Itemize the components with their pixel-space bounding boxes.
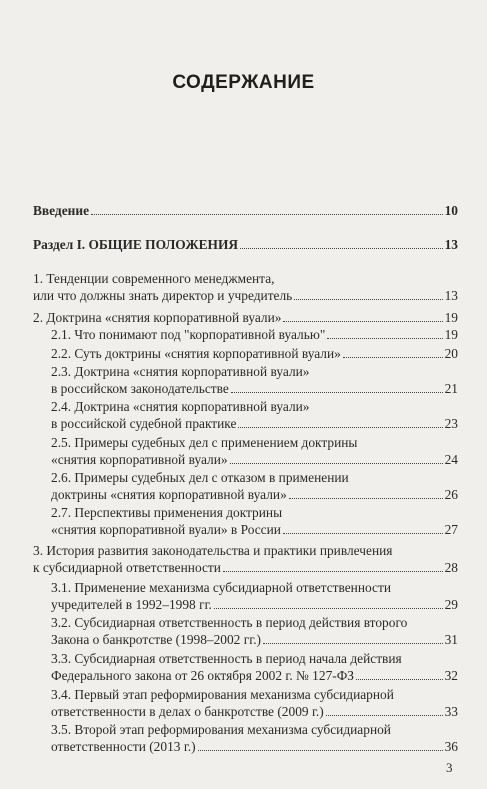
dot-leader [283, 533, 443, 534]
toc-entry-title: ответственности в делах о банкротстве (2009 г.) [51, 704, 324, 719]
toc-entry-page: 23 [444, 416, 458, 431]
toc-entry-title: 2.6. Примеры судебных дел с отказом в применении [51, 470, 349, 485]
toc-entry [51, 469, 458, 503]
toc-entry-title: 2.1. Что понимают под "корпоративной вуалью" [51, 327, 326, 342]
dot-leader [231, 392, 443, 393]
toc-entry-title: 3.1. Применение механизма субсидиарной ответственности [51, 580, 392, 595]
toc-entry-page: 19 [444, 310, 458, 325]
toc-entry [51, 721, 458, 755]
toc-entry-page: 19 [444, 327, 458, 342]
dot-leader [240, 248, 443, 249]
toc-entry [33, 202, 458, 219]
toc-entry-page: 28 [444, 560, 458, 575]
dot-leader [263, 643, 443, 644]
dot-leader [198, 750, 443, 751]
toc-entry-title: 3.5. Второй этап реформирования механизма субсидиарной [51, 722, 391, 737]
toc-entry-title: в российском законодательстве [51, 381, 229, 396]
toc-entry-title: доктрины «снятия корпоративной вуали» [51, 487, 287, 502]
toc-entry-title: 3.3. Субсидиарная ответственность в период начала действия [51, 651, 402, 666]
dot-leader [343, 357, 443, 358]
dot-leader [326, 715, 443, 716]
toc-entry-title: 3.2. Субсидиарная ответственность в период действия второго [51, 615, 408, 630]
toc-entry-page: 13 [444, 288, 458, 303]
toc-entry-page: 29 [444, 597, 458, 612]
toc-entry-page: 31 [444, 632, 458, 647]
dot-leader [327, 338, 442, 339]
dot-leader [223, 571, 443, 572]
toc-entry-title: Федерального закона от 26 октября 2002 г. № 127-ФЗ [51, 668, 355, 683]
toc-entry-title: ответственности (2013 г.) [51, 739, 196, 754]
toc-entry [51, 650, 458, 684]
toc-entry-page: 27 [444, 522, 458, 537]
dot-leader [356, 679, 443, 680]
dot-leader [289, 498, 443, 499]
toc-entry [51, 579, 458, 613]
toc-entry-page: 36 [444, 739, 458, 754]
toc-entry [51, 434, 458, 468]
toc-entry-title: Закона о банкротстве (1998–2002 гг.) [51, 632, 262, 647]
toc-entry-page: 20 [444, 346, 458, 361]
toc-entry-title: в российской судебной практике [51, 416, 237, 431]
toc-entry-title: Раздел I. ОБЩИЕ ПОЛОЖЕНИЯ [33, 237, 239, 252]
toc-entry [33, 542, 458, 576]
toc-entry-title: 2.2. Суть доктрины «снятия корпоративной вуали» [51, 346, 341, 361]
toc-entry-title: 2.4. Доктрина «снятия корпоративной вуали» [51, 399, 310, 414]
toc-entry [33, 270, 458, 304]
dot-leader [214, 608, 443, 609]
toc-entry-title: Введение [33, 203, 90, 218]
toc-entry [51, 363, 458, 397]
toc-entry-title: 2.7. Перспективы применения доктрины [51, 505, 283, 520]
toc-entry-title: 2.3. Доктрина «снятия корпоративной вуали» [51, 364, 310, 379]
toc-entry [51, 686, 458, 720]
dot-leader [230, 463, 443, 464]
toc-entry-title: 3. История развития законодательства и практики привлечения [33, 543, 393, 558]
dot-leader [238, 427, 442, 428]
toc-entry-page: 32 [444, 668, 458, 683]
toc-entry-page: 13 [444, 237, 458, 252]
toc-entry-title: 1. Тенденции современного менеджмента, [33, 271, 275, 286]
toc-entry-title: учредителей в 1992–1998 гг. [51, 597, 212, 612]
toc-entry [33, 309, 458, 326]
dot-leader [294, 299, 442, 300]
toc-entry-page: 21 [444, 381, 458, 396]
toc-entry [51, 614, 458, 648]
toc-entry-title: 2. Доктрина «снятия корпоративной вуали» [33, 310, 282, 325]
toc-entry [51, 345, 458, 362]
toc-entry-title: 2.5. Примеры судебных дел с применением доктрины [51, 435, 358, 450]
toc-entry-page: 24 [444, 452, 458, 467]
toc-entry-title: «снятия корпоративной вуали» в России [51, 522, 281, 537]
toc-entry-title: 3.4. Первый этап реформирования механизма субсидиарной [51, 687, 394, 702]
dot-leader [283, 321, 442, 322]
toc-entry [51, 398, 458, 432]
toc-entry-title: к субсидиарной ответственности [33, 560, 221, 575]
toc-entry-page: 10 [444, 203, 458, 218]
page-number: 3 [446, 760, 453, 775]
toc-entry-title: или что должны знать директор и учредитель [33, 288, 293, 303]
page-title: СОДЕРЖАНИЕ [172, 72, 315, 93]
toc-entry [51, 504, 458, 538]
toc-entry-page: 33 [444, 704, 458, 719]
toc-entry [33, 236, 458, 253]
toc-entry [51, 326, 458, 343]
toc-entry-title: «снятия корпоративной вуали» [51, 452, 228, 467]
toc-entry-page: 26 [444, 487, 458, 502]
dot-leader [91, 214, 443, 215]
